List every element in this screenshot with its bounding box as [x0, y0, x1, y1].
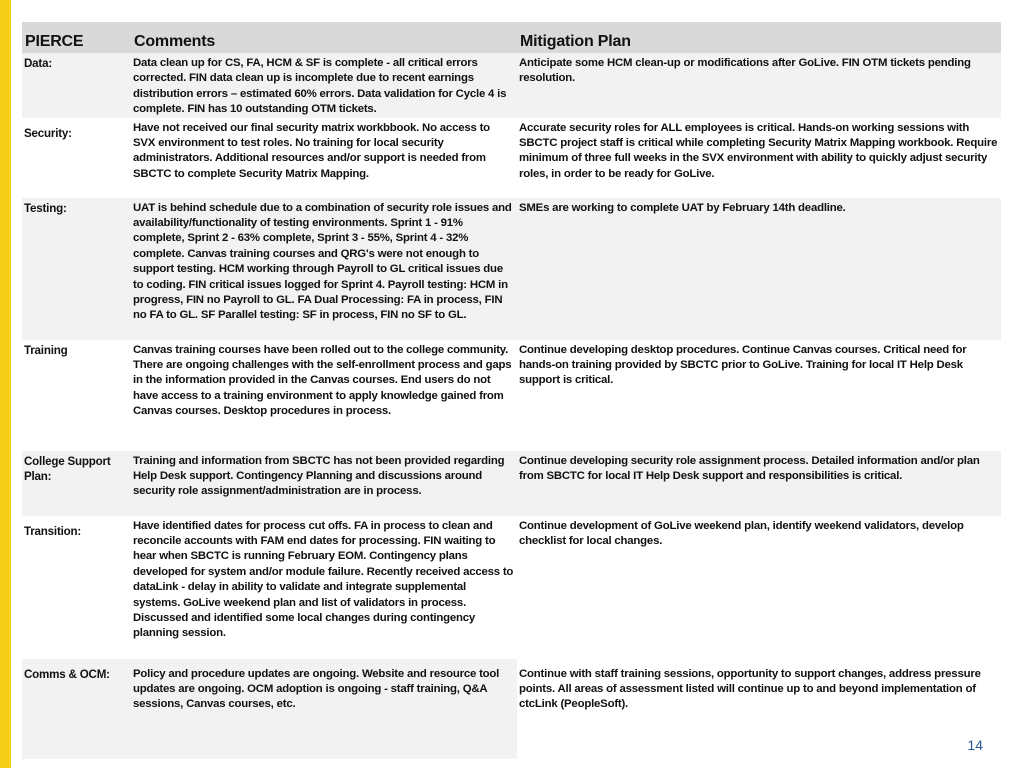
- table-row-transition: [22, 516, 1001, 659]
- table-row-security: [22, 118, 1001, 198]
- row-label: Testing:: [22, 198, 131, 340]
- row-label: College Support Plan:: [22, 451, 131, 516]
- row-mitigation-plan: Continue development of GoLive weekend plan, identify weekend validators, develop checklist for local changes.: [517, 516, 1001, 659]
- page-number: 14: [967, 737, 983, 753]
- table-row-college-support: [22, 451, 1001, 516]
- table-row-testing: [22, 198, 1001, 340]
- row-label: Transition:: [22, 516, 131, 659]
- row-mitigation-plan: Continue developing desktop procedures. Continue Canvas courses. Critical need for hands-on training provided by SBCTC prior to GoLive. Training for local IT Help Desk support is critical.: [517, 340, 1001, 451]
- table-row-comms-ocm: [22, 659, 1001, 759]
- row-comments: Have not received our final security matrix workbbook. No access to SVX environment to test roles. No training for local security administrators. Additional resources and/or support is needed from SBCTC to complete Security Matrix Mapping.: [131, 118, 517, 198]
- row-comments: Have identified dates for process cut offs. FA in process to clean and reconcile accounts with FAM end dates for processing. FIN waiting to hear when SBCTC is running February EOM. Contingency plans developed for system and/or module failure. Recently received access to dataLink - delay in ability to validate and integrate supplemental systems. GoLive weekend plan and list of validators in process. Discussed and identified some local changes during contingency planning session.: [131, 516, 517, 659]
- row-label: Data:: [22, 53, 131, 118]
- row-mitigation-plan: Continue with staff training sessions, opportunity to support changes, address pressure points. All areas of assessment listed will continue up to and beyond implementation of ctcLink (PeopleSoft).: [517, 659, 1001, 759]
- row-comments: Canvas training courses have been rolled out to the college community. There are ongoing challenges with the self-enrollment process and gaps in the information provided in the Canvas courses. End users do not have access to a training environment to apply knowledge gained from Canvas courses. Desktop procedures in process.: [131, 340, 517, 451]
- row-comments: Training and information from SBCTC has not been provided regarding Help Desk support. Contingency Planning and discussions around security role assignment/administration are in process.: [131, 451, 517, 516]
- table-row-training: [22, 340, 1001, 451]
- accent-bar: [0, 0, 11, 768]
- row-mitigation-plan: Accurate security roles for ALL employees is critical. Hands-on working sessions with SBCTC project staff is critical while completing Security Matrix Mapping workbook. Require minimum of three full weeks in the SVX environment with ability to quickly adjust security roles, in order to be ready for GoLive.: [517, 118, 1001, 198]
- row-label: Training: [22, 340, 131, 451]
- row-label: Comms & OCM:: [22, 659, 131, 759]
- header-mitigation-plan: Mitigation Plan: [517, 22, 1001, 53]
- table-row-data: [22, 53, 1001, 118]
- row-comments: UAT is behind schedule due to a combination of security role issues and availability/functionality of testing environments. Sprint 1 - 91% complete, Sprint 2 - 63% complete, Sprint 3 - 55%, Sprint 4 - 32% complete. Canvas training courses and QRG's were not enough to support testing. HCM working through Payroll to GL critical issues due to coding. FIN critical issues logged for Sprint 4. Payroll testing: HCM in progress, FIN no Payroll to GL. FA Dual Processing: FA in process, FIN no FA to GL. SF Parallel testing: SF in process, FIN no SF to GL.: [131, 198, 517, 340]
- row-mitigation-plan: Continue developing security role assignment process. Detailed information and/or plan from SBCTC for local IT Help Desk support and responsibilities is critical.: [517, 451, 1001, 516]
- status-table: [22, 22, 1001, 759]
- row-mitigation-plan: Anticipate some HCM clean-up or modifications after GoLive. FIN OTM tickets pending resolution.: [517, 53, 1001, 118]
- header-comments: Comments: [131, 22, 517, 53]
- row-label: Security:: [22, 118, 131, 198]
- table-header-row: [22, 22, 1001, 53]
- row-comments: Data clean up for CS, FA, HCM & SF is complete - all critical errors corrected. FIN data clean up is incomplete due to recent earnings distribution errors – estimated 60% errors. Data validation for Cycle 4 is complete. FIN has 10 outstanding OTM tickets.: [131, 53, 517, 118]
- row-mitigation-plan: SMEs are working to complete UAT by February 14th deadline.: [517, 198, 1001, 340]
- header-pierce: PIERCE: [22, 22, 131, 53]
- row-comments: Policy and procedure updates are ongoing. Website and resource tool updates are ongoing. OCM adoption is ongoing - staff training, Q&A sessions, Canvas courses, etc.: [131, 659, 517, 759]
